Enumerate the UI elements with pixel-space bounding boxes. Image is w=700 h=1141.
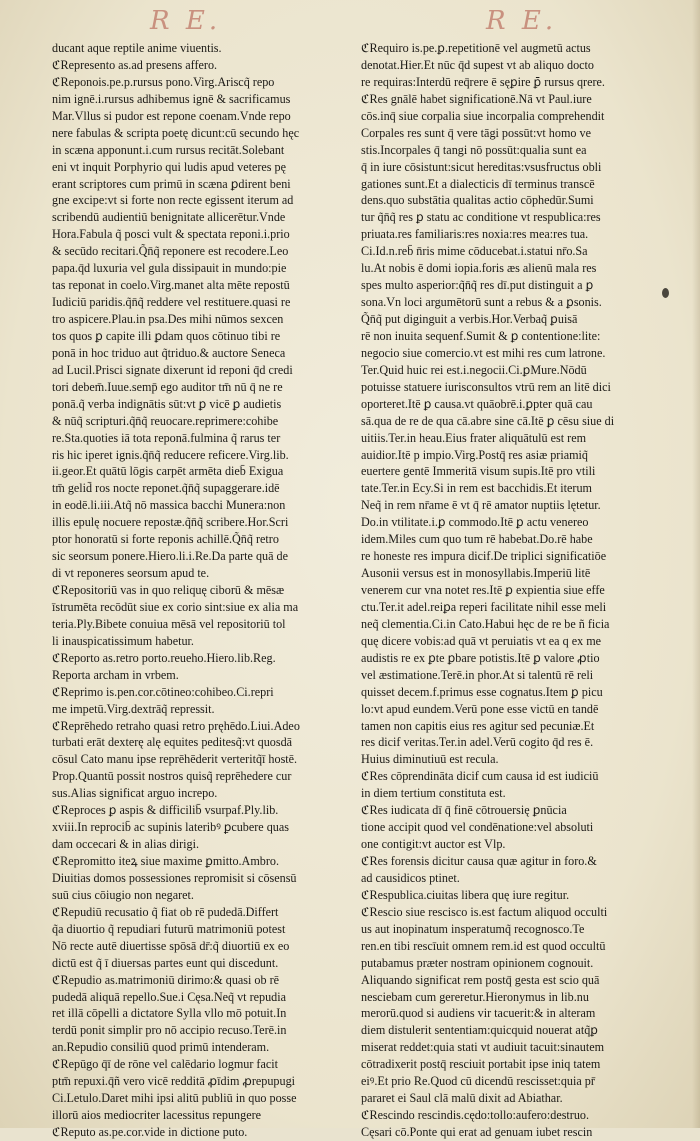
left-column-line: li inauspicatissimum habetur. <box>52 633 194 648</box>
right-column-line: spes multo asperior:q̃n̄q̃ res dī.put distinguit a ꝑ <box>361 278 594 293</box>
right-column-line: tate.Ter.in Ecy.Si in rem est bacchidis.Et iterum <box>361 481 592 496</box>
right-column-line: ren.en tibi rescīuit omnem rem.id est quod occultū <box>361 938 606 953</box>
left-column-line: Reporta archam in vrbem. <box>52 667 179 682</box>
right-column-line: gationes sunt.Et a dialecticis dī terminus transcē <box>361 176 595 191</box>
right-column-line: oporteret.Itē ꝑ causa.vt quāobrē.i.ꝑpter quā cau <box>361 396 593 411</box>
left-column-line: cōsul Cato manu ipse reprēhēderit verteritq̃ī hostē. <box>52 752 298 767</box>
right-column-line: uitiis.Ter.in heau.Eius frater aliquātulū est rem <box>361 430 587 445</box>
right-column-line: Ausonii versus est in monosyllabis.Imperiū litē <box>361 566 591 581</box>
left-column-line: ℭReprimo is.pen.cor.cōtineo:cohibeo.Ci.repri <box>52 684 274 699</box>
left-column-line: ducant aque reptile anime viuentis. <box>52 41 222 55</box>
right-column-line: priuata.res familiaris:res noxia:res mea:res tua. <box>361 227 589 242</box>
right-column-line: ℭRespublica.ciuitas libera quę iure regitur. <box>361 887 570 902</box>
left-column-line: & nūq̃ scripturi.q̃n̄q̃ reuocare.reprimere:cohibe <box>52 413 279 428</box>
left-column-line: Diuitias domos possessiones repromisit si cōsensū <box>52 870 297 885</box>
left-column-line: ℭRepudiū recusatio q̃ fiat ob rē pudedā.Differt <box>52 904 279 919</box>
right-column-line: neq̃ clementia.Ci.in Cato.Habui hęc de re be ñ ficia <box>361 616 610 631</box>
left-column-line: ptor honoratū si forte reponis achillē.Q̃n̄q̃ retro <box>52 532 279 547</box>
right-column-line: eiꝰ.Et prio Re.Quod cū dicendū rescisset:quia pr̄ <box>361 1074 595 1089</box>
left-column-line: nim ignē.i.rursus adhibemus ignē & sacrificamus <box>52 91 291 106</box>
right-column-line: vel æstimatione.Terē.in phor.At si talentū rē reli <box>361 667 594 682</box>
left-column-line: in eodē.li.iii.Atq̃ nō massica bacchi Munera:non <box>52 498 286 513</box>
right-column-line: ℭRes gnālē habet significationē.Nā vt Paul.iure <box>361 91 592 106</box>
right-column-line: tamen non capitis eius res agitur sed pecuniæ.Et <box>361 718 595 733</box>
left-column-line: terdū ponit simplir pro nō accipio recuso.Terē.in <box>52 1023 287 1038</box>
left-column-line: ii.geor.Et quātū lōgis carpēt armēta dieb̄ Exigua <box>52 464 284 479</box>
right-column-line: putabamus præter nostram opinionem cognouit. <box>361 955 594 970</box>
right-column-line: Corpales res sunt q̄ vere tāgi possūt:vt homo ve <box>361 125 591 140</box>
right-column-line: rē non inuita sequenf.Sumit & ꝑ contentione:lite: <box>361 328 601 343</box>
left-column-line: gne excipe:vt si forte non recte egissent iterum ad <box>52 193 294 208</box>
right-column-line: ctu.Ter.it adel.reiꝑa reperi facilitate nihil esse meli <box>361 599 607 614</box>
left-column-line: sic seorsum ponere.Hiero.li.i.Re.Da parte quā de <box>52 549 288 564</box>
left-column-line: tas reponat in coelo.Virg.manet alta mēte repostū <box>52 278 290 293</box>
right-column-line: Cęsari cō.Ponte qui erat ad genuam iubet rescin <box>361 1125 593 1139</box>
right-column-line: ℭRes forensis dicitur causa quæ agitur in foro.& <box>361 854 597 868</box>
right-column-line: Do.in vtilitate.i.ꝑ commodo.Itē ꝑ actu venereo <box>361 515 589 530</box>
right-column-line: ℭRequiro is.pe.ꝑ.repetitionē vel augmetū actus <box>361 41 591 55</box>
right-column-line: sona.Vn loci argumētorū sunt a rebus & a ꝑsonis. <box>361 295 602 310</box>
right-column-line: tione accipit quod vel condēnatione:vel absoluti <box>361 820 594 835</box>
left-column-line: ret illā cōpelli a dictatore Sylla vllo mō potuit.In <box>52 1006 287 1021</box>
right-column-line: in diem tertium constituta est. <box>361 786 506 801</box>
right-column-line: Ci.Id.n.reb̄ n̄ris mime cōducebat.i.statui nr̄o.Sa <box>361 244 588 259</box>
right-column-line: one contigit:vt auctor est Vlp. <box>361 837 506 852</box>
right-column-line: merorū.quod si audiens vir tacuerit:& in alteram <box>361 1006 596 1021</box>
left-column-line: tos quos ꝑ capite illi ꝑdam quos cōtinuo tibi re <box>52 328 281 343</box>
left-column-line: ℭReprēhedo retraho quasi retro pręhēdo.Liui.Adeo <box>52 718 300 733</box>
right-text-column <box>361 40 658 1141</box>
left-column-line: Iudiciū paridis.q̃n̄q̃ reddere vel restituere.quasi re <box>52 295 291 310</box>
left-column-line: Mar.Vllus si pudor est repone coenam.Vnde repo <box>52 108 291 123</box>
right-column-line: cōs.inq̄ siue corpalia siue incorpalia comprehendit <box>361 108 605 123</box>
right-column-line: cōtradixerit postq̄ resciuit portabit ipse iniq tatem <box>361 1057 601 1072</box>
left-column-line: me impetū.Virg.dextrāq̃ repressit. <box>52 701 215 716</box>
right-column-line: sā.qua de re de qua cā.abre sine cā.Itē ꝑ cēsu siue di <box>361 413 615 428</box>
left-column-line: ℭRepresento as.ad presens affero. <box>52 57 218 72</box>
right-column-line: lo:vt apud eundem.Verū pone esse victū en tandē <box>361 701 599 716</box>
right-column-line: pararet ei Saul clā malū dixit ad Abiathar. <box>361 1091 563 1106</box>
right-column-line: euertere gentē Immeritā visum supis.Itē pro vtili <box>361 464 596 479</box>
right-column-line: venerem cur vna notet res.Itē ꝑ expientia siue effe <box>361 583 605 597</box>
left-column-line: tori debem̄.Iuue.semp̄ ego auditor tm̄ nū q̄ ne re <box>52 379 283 394</box>
left-column-line: eni vt inquit Porphyrio qui ludis apud veteres pę <box>52 159 287 174</box>
left-column-line: papa.q̄d luxuria vel gula dissipauit in mundo:pie <box>52 261 287 276</box>
left-column-line: ℭReponois.pe.p.rursus pono.Virg.Ariscq̃ repo <box>52 74 275 89</box>
left-column-line: & secūdo recitari.Q̃n̄q̃ reponere est recodere.Leo <box>52 244 289 259</box>
right-column-line: q̄ in iure cōsistunt:sicut hereditas:vsusfructus obli <box>361 159 602 174</box>
right-column-line: ad causidicos ptinet. <box>361 870 460 885</box>
left-column-line: re.Sta.quoties iā tota reponā.fulmina q̃ rarus ter <box>52 430 281 445</box>
left-column-line: ptm̄ repuxi.q̄ñ vero vicē redditā ꝓīdim ꝓrepupugi <box>52 1074 296 1089</box>
right-column-line: nesciebam cum gereretur.Hieronymus in lib.nu <box>361 989 589 1004</box>
right-column-line: Huius diminutiuū est recula. <box>361 752 499 767</box>
right-column-line: potuisse statuere iurisconsultos vtrū rem an litē dici <box>361 379 611 394</box>
left-column-line: q̃a diuortio q̃ repudiari futurū matrimoniū potest <box>52 921 286 936</box>
right-column-line: negocio siue comercio.vt est mihi res cum latrone. <box>361 345 606 360</box>
right-column-line: denotat.Hier.Et nūc q̄d supest vt ab aliquo docto <box>361 57 594 72</box>
left-column-line: in scæna apponunt.i.cum rursus recitāt.Solebant <box>52 142 285 157</box>
left-column-line: Hora.Fabula q̃ posci vult & spectata reponi.i.prio <box>52 227 290 242</box>
left-column-line: ponā.q̃ verba indignātis sūt:vt ꝑ vicē ꝑ audietis <box>52 396 282 411</box>
right-column-line: Neq̃ in rem nr̄ame ē vt q̄ rē amator nuptiis lętetur. <box>361 498 601 513</box>
right-column-line: re requiras:Interdū req̄rere ē sęꝑire ꝑ̄ rursus qrere. <box>361 74 605 89</box>
left-column-line: ponā in hoc triduo aut q̃triduo.& auctore Seneca <box>52 345 286 360</box>
right-column-line: Ter.Quid huic rei est.i.negocii.Ci.ꝑMure.Nōdū <box>361 362 587 377</box>
left-column-line: di vt reponeres seorsum apud te. <box>52 566 210 581</box>
ink-spot <box>662 288 669 298</box>
left-column-line: dictū est q̃ ī diuersas partes eunt qui discedunt. <box>52 955 279 970</box>
left-column-line: ℭReproces ꝑ aspis & difficilib̄ vsurpaf.Ply.lib. <box>52 803 279 818</box>
header-mark-right: R E. <box>486 6 558 36</box>
left-column-line: sus.Alias significat arguo increpo. <box>52 786 218 801</box>
left-column-line: ad Lucil.Prisci signate dixerunt id reponi q̄d credi <box>52 362 293 377</box>
left-column-line: Prop.Quantū possit nostros quisq̃ reprēhedere cur <box>52 769 292 784</box>
right-column-line: quę dicere vobis:ad quā vt peruiatis vt ea q ex me <box>361 633 602 648</box>
right-column-line: us aut inopinatum insperatumq̃ recognosco.Te <box>361 921 585 936</box>
left-text-column <box>52 40 349 1141</box>
right-column-line: stis.Incorpales q̄ tangi nō possūt:qualia sunt ea <box>361 142 587 157</box>
left-column-line: ℭReputo as.pe.cor.vide in dictione puto. <box>52 1125 248 1139</box>
right-column-line: ℭRes iudicata dī q̄ finē cōtrouersię ꝑnūcia <box>361 803 567 818</box>
right-column-line: res dicif veritas.Ter.in adel.Verū cogito q̄d res ē. <box>361 735 594 750</box>
left-column-line: xviii.In reprocib̄ ac supinis lateribꝰ ꝑcubere quas <box>52 820 289 835</box>
right-column-line: ℭRescindo rescindis.cędo:tollo:aufero:destruo. <box>361 1108 590 1123</box>
right-column-line: ℭRes cōprendināta dicif cum causa id est iudiciū <box>361 769 599 784</box>
left-column-line: ℭRepositoriū vas in quo reliquę ciborū & mēsæ <box>52 583 285 597</box>
left-column-line: tro aspicere.Plau.in psa.Des mihi nūmos sexcen <box>52 312 284 326</box>
left-column-line: erant scriptores cum primū in scæna ꝑdirent beni <box>52 176 291 191</box>
left-column-line: tm̄ gelid̄ ros nocte reponet.q̃n̄q̃ supaggerare.idē <box>52 481 280 496</box>
right-column-line: re honeste res impura dicif.De triplici significatiōe <box>361 549 607 564</box>
left-column-line: teria.Ply.Bibete conuiua mēsā vel repositoriū tol <box>52 616 286 631</box>
header-mark-left: R E. <box>150 6 222 36</box>
left-column-line: illorū aios mediocriter lacessitus repungere <box>52 1108 262 1123</box>
right-column-line: dens.quo substātia qualitas actio cōphedūr.Sumi <box>361 193 594 208</box>
left-column-line: an.Repudio consiliū quod primū intenderam. <box>52 1040 270 1055</box>
right-column-line: auidior.Itē p impio.Virg.Postq̄ res asiæ priamiq̃ <box>361 447 589 462</box>
right-column-line: miserat reddet:quia stati vt audiuit tacuit:sinautem <box>361 1040 605 1055</box>
left-column-line: scribendū audientiū benignitate allicerētur.Vnde <box>52 210 286 225</box>
right-column-line: lu.At nobis ē domi iopia.foris æs alienū mala res <box>361 261 597 276</box>
left-column-line: ris hic iperet ignis.q̃n̄q̃ reducere reficere.Virg.lib. <box>52 447 289 462</box>
left-column-line: dam occecari & in alias dirigi. <box>52 837 199 852</box>
right-column-line: diem distulerit sententiam:quicquid nouerat atq̃ꝑ <box>361 1023 598 1038</box>
left-column-line: īstrumēta recōdūt siue ex corio sint:siue ex alia ma <box>52 599 299 614</box>
left-column-line: ℭRepūgo q̄ī de rōne vel calēdario logmur facit <box>52 1057 278 1072</box>
right-column-line: ℭRescio siue rescisco is.est factum aliquod occulti <box>361 904 608 919</box>
left-column-line: illis epulę nocuere repostæ.q̃n̄q̃ scribere.Hor.Scri <box>52 515 289 530</box>
left-column-line: suū cius cōiugio non negaret. <box>52 887 194 902</box>
left-column-line: turbati erāt dexterę alę equites peditesq̃:vt quosdā <box>52 735 293 750</box>
right-column-line: Q̃n̄q̃ put diginguit a verbis.Hor.Verbaq̃ ꝑuisā <box>361 312 578 326</box>
left-column-line: ℭRepudio as.matrimoniū dirimo:& quasi ob rē <box>52 972 280 987</box>
right-column-line: Aliquando significat rem postq̄ gesta est scio quā <box>361 972 600 987</box>
right-column-line: audistis re ex ꝑte ꝑbare potistis.Itē ꝑ valore ꝓtio <box>361 650 600 665</box>
right-column-line: idem.Miles cum quo tum rē habebat.Do.rē habe <box>361 532 593 547</box>
left-column-line: ℭReporto as.retro porto.reueho.Hiero.lib.Reg. <box>52 650 276 665</box>
left-column-line: Ci.Letulo.Daret mihi ipsi alitū publiū in quo posse <box>52 1091 297 1106</box>
page-edge-shadow <box>692 0 700 1128</box>
left-column-line: ℭRepromitto iteꝝ siue maxime ꝑmitto.Ambro. <box>52 854 279 868</box>
left-column-line: nere fabulas & scripta poetę dicunt:cū secundo hęc <box>52 125 300 140</box>
left-column-line: Nō recte autē diuertisse spōsā dr̄:q̃ diuortiū ex eo <box>52 938 290 953</box>
right-column-line: tur q̃n̄q̃ res ꝑ statu ac conditione vt respublica:res <box>361 210 601 225</box>
right-column-line: quisset decem.f.primus esse cognatus.Item ꝑ picu <box>361 684 603 699</box>
left-column-line: pudedā aliquā repello.Sue.i Cęsa.Neq̃ vt repudia <box>52 989 286 1004</box>
